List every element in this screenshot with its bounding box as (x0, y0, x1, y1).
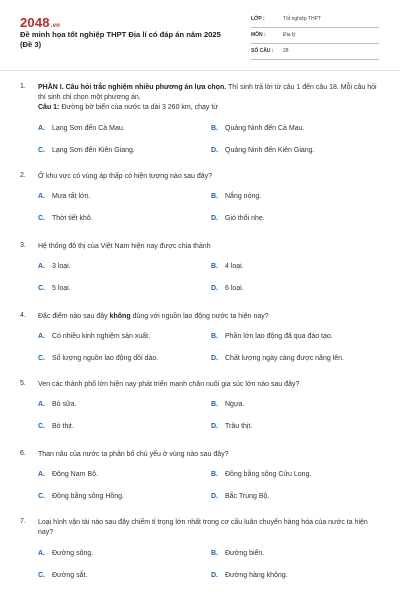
option-letter: C. (38, 493, 45, 500)
option-a[interactable] (38, 401, 77, 408)
option-letter: D. (211, 147, 218, 154)
option-text: Thời tiết khô. (52, 215, 93, 222)
option-letter: D. (211, 423, 218, 430)
option-b[interactable] (211, 193, 261, 200)
meta-row-subject (251, 28, 379, 44)
option-letter: A. (38, 263, 45, 270)
option-letter: D. (211, 215, 218, 222)
option-c[interactable] (38, 423, 74, 430)
question-stem: Hệ thống đô thị của Việt Nam hiện nay được chia thành (38, 243, 211, 250)
option-d[interactable] (211, 423, 252, 430)
option-text: Lạng Sơn đến Kiên Giang. (52, 147, 135, 154)
option-d[interactable] (211, 572, 288, 579)
option-text: Đường biển. (225, 550, 265, 557)
option-text: 5 loại. (52, 285, 71, 292)
logo-main: 2048 (20, 15, 50, 30)
option-text: Có nhiều kinh nghiệm sản xuất. (52, 333, 151, 340)
option-letter: C. (38, 147, 45, 154)
option-text: Bắc Trung Bộ. (225, 493, 270, 500)
option-letter: C. (38, 285, 45, 292)
option-d[interactable] (211, 215, 265, 222)
meta-row-question-count (251, 44, 379, 60)
meta-value: 28 (283, 48, 289, 54)
question-number: 4. (20, 312, 26, 319)
meta-value: Địa lý (283, 32, 296, 38)
option-d[interactable] (211, 285, 244, 292)
option-text: 3 loại. (52, 263, 71, 270)
option-text: Đường sắt. (52, 572, 88, 579)
option-text: Quảng Ninh đến Cà Mau. (225, 125, 305, 132)
question-stem: Ở khu vực có vùng áp thấp có hiện tượng nào sau đây? (38, 173, 213, 180)
meta-label: LỚP : (251, 16, 265, 22)
option-b[interactable] (211, 401, 244, 408)
option-text: Gió thổi nhẹ. (225, 215, 265, 222)
section-intro: Thí sinh trả lời từ câu 1 đến câu 18. Mỗi câu hỏi thí sinh chỉ chọn một phương án. (38, 84, 377, 101)
option-d[interactable] (211, 147, 315, 154)
exam-title (20, 30, 235, 50)
option-text: Đồng bằng sông Cửu Long. (225, 471, 312, 478)
option-letter: C. (38, 355, 45, 362)
header-divider (0, 70, 400, 71)
option-letter: D. (211, 572, 218, 579)
option-text: Lạng Sơn đến Cà Mau. (52, 125, 125, 132)
section-title: PHẦN I. Câu hỏi trắc nghiệm nhiều phương án lựa chọn. (38, 84, 227, 91)
option-a[interactable] (38, 550, 93, 557)
option-c[interactable] (38, 215, 93, 222)
option-text: Chất lượng ngày càng được nâng lên. (225, 355, 344, 362)
question-stem: Than nâu của nước ta phân bố chủ yếu ở vùng nào sau đây? (38, 451, 229, 458)
option-c[interactable] (38, 285, 71, 292)
option-text: Phần lớn lao động đã qua đào tạo. (225, 333, 333, 340)
option-a[interactable] (38, 193, 90, 200)
option-letter: C. (38, 215, 45, 222)
question-stem-emphasis: không (109, 313, 131, 320)
option-letter: A. (38, 125, 45, 132)
exam-header (0, 0, 400, 70)
option-c[interactable] (38, 355, 158, 362)
option-letter: C. (38, 572, 45, 579)
logo-sub: .vn (50, 23, 61, 29)
option-letter: B. (211, 471, 218, 478)
option-letter: C. (38, 423, 45, 430)
meta-value: Tốt nghiệp THPT (283, 16, 321, 22)
option-b[interactable] (211, 125, 304, 132)
meta-label: SỐ CÂU : (251, 48, 274, 54)
option-b[interactable] (211, 550, 264, 557)
question-text (38, 83, 378, 113)
option-text: Bò thịt. (52, 423, 74, 430)
option-letter: B. (211, 125, 218, 132)
question-stem: Loại hình vận tải nào sau đây chiếm tỉ trọng lớn nhất trong cơ cấu luân chuyển hàng hóa của nước ta hiện nay? (38, 519, 368, 536)
option-text: Ngựa. (225, 401, 245, 408)
question-stem-after: đúng với nguồn lao động nước ta hiện nay? (132, 313, 269, 320)
option-text: Đồng bằng sông Hồng. (52, 493, 124, 500)
exam-meta-box (251, 12, 379, 60)
option-text: Số lượng nguồn lao động dồi dào. (52, 355, 159, 362)
option-letter: B. (211, 333, 218, 340)
site-logo[interactable] (20, 15, 60, 30)
exam-title-line2: (Đề 3) (20, 40, 42, 49)
option-text: Mưa rất lớn. (52, 193, 91, 200)
question-stem: Đường bờ biển của nước ta dài 3 260 km, chạy từ (61, 104, 218, 111)
option-text: Nắng nóng. (225, 193, 262, 200)
question-stem-before: Đặc điểm nào sau đây (38, 313, 108, 320)
option-letter: B. (211, 193, 218, 200)
question-sub-label: Câu 1: (38, 104, 60, 111)
option-a[interactable] (38, 333, 150, 340)
meta-row-class (251, 12, 379, 28)
option-d[interactable] (211, 493, 269, 500)
option-letter: B. (211, 550, 218, 557)
option-a[interactable] (38, 471, 98, 478)
question-number: 1. (20, 83, 26, 90)
exam-title-line1: Đề minh họa tốt nghiệp THPT Địa lí có đáp án năm 2025 (20, 30, 221, 39)
option-a[interactable] (38, 125, 125, 132)
option-letter: A. (38, 401, 45, 408)
option-letter: A. (38, 471, 45, 478)
option-letter: B. (211, 263, 218, 270)
option-c[interactable] (38, 493, 124, 500)
question-number: 2. (20, 172, 26, 179)
option-text: 4 loại. (225, 263, 244, 270)
option-letter: A. (38, 193, 45, 200)
option-text: Đường sông. (52, 550, 94, 557)
question-number: 6. (20, 450, 26, 457)
option-text: 6 loại. (225, 285, 244, 292)
option-text: Đông Nam Bộ. (52, 471, 98, 478)
question-number: 5. (20, 380, 26, 387)
option-letter: D. (211, 493, 218, 500)
meta-label: MÔN : (251, 32, 266, 38)
option-d[interactable] (211, 355, 344, 362)
option-b[interactable] (211, 471, 311, 478)
option-text: Đường hàng không. (225, 572, 288, 579)
option-a[interactable] (38, 263, 71, 270)
option-b[interactable] (211, 263, 244, 270)
question-number: 3. (20, 242, 26, 249)
option-c[interactable] (38, 572, 87, 579)
option-letter: B. (211, 401, 218, 408)
option-text: Quảng Ninh đến Kiên Giang. (225, 147, 315, 154)
option-letter: A. (38, 550, 45, 557)
question-stem (38, 312, 378, 322)
option-c[interactable] (38, 147, 135, 154)
option-text: Trâu thịt. (225, 423, 253, 430)
question-number: 7. (20, 518, 26, 525)
question-stem: Ven các thành phố lớn hiện nay phát triển mạnh chăn nuôi gia súc lớn nào sau đây? (38, 381, 300, 388)
option-text: Bò sữa. (52, 401, 77, 408)
option-letter: D. (211, 285, 218, 292)
option-b[interactable] (211, 333, 333, 340)
option-letter: A. (38, 333, 45, 340)
option-letter: D. (211, 355, 218, 362)
